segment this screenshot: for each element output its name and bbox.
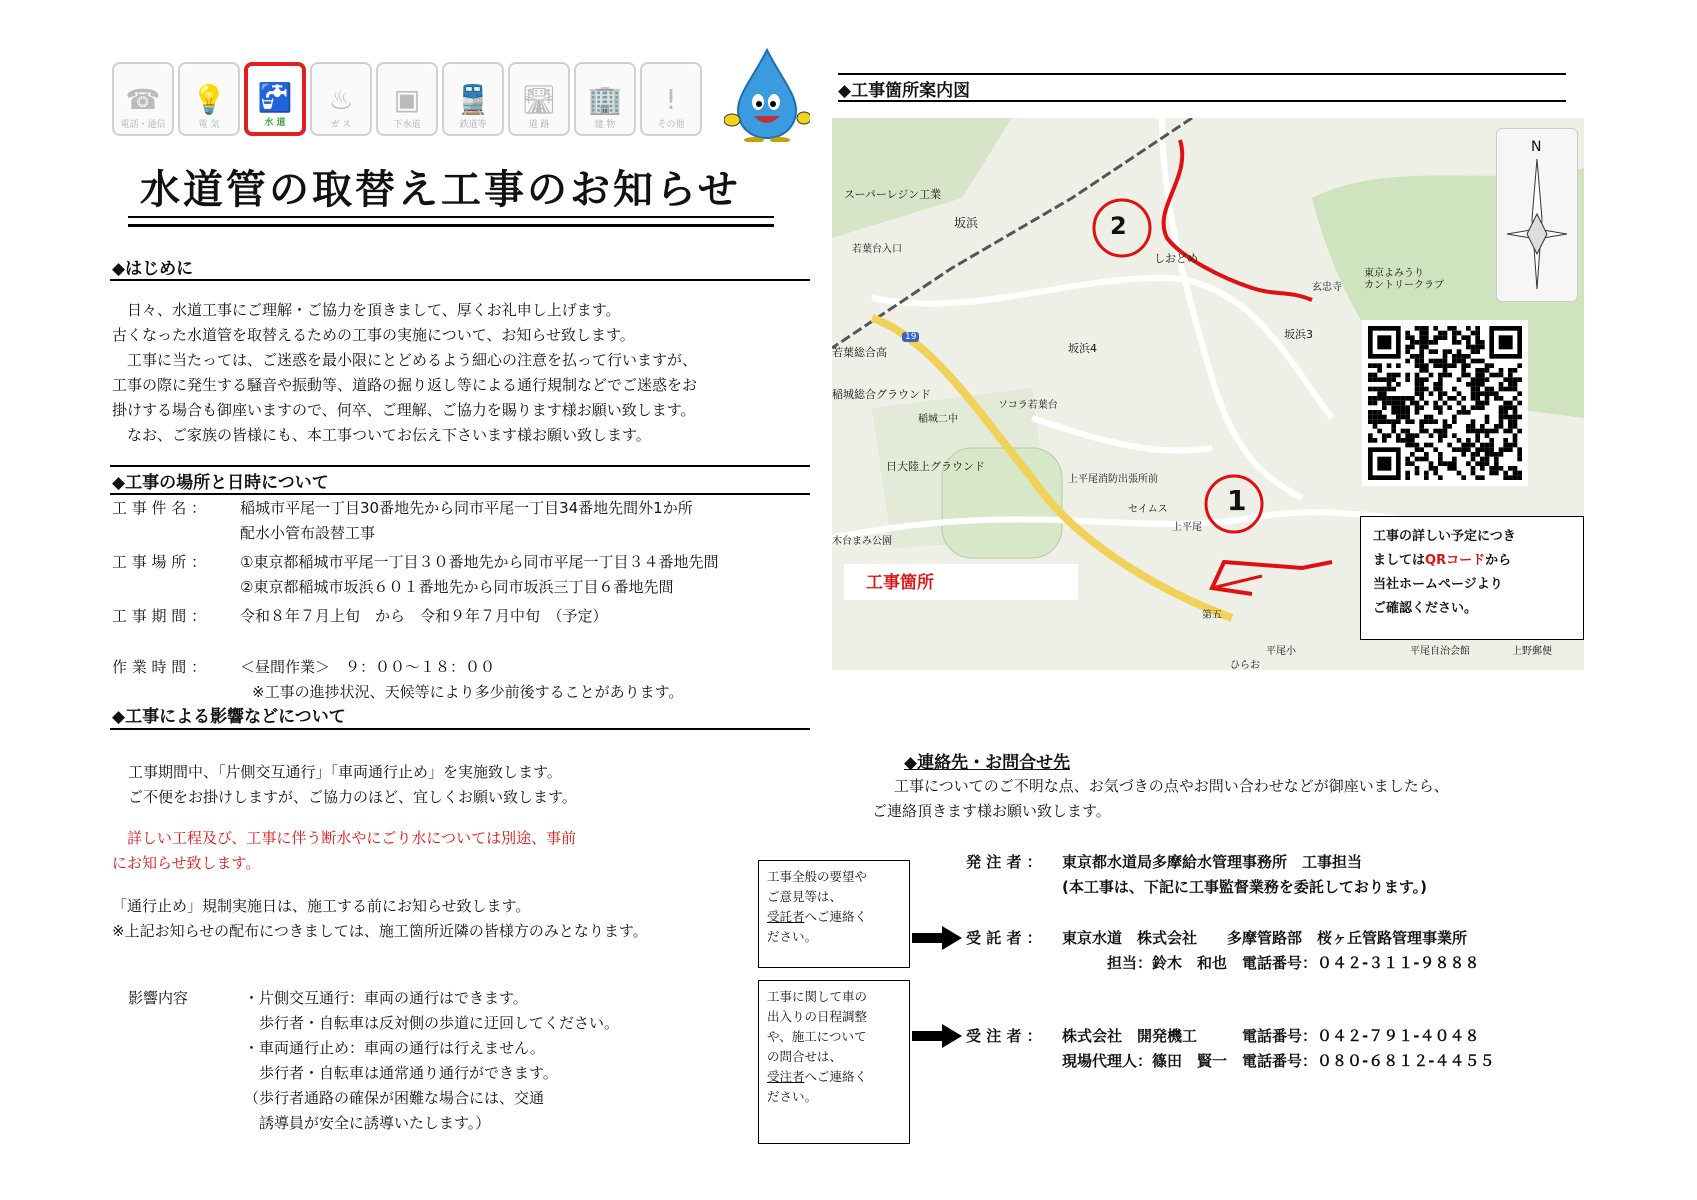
work-name-value: 稲城市平尾一丁目30番地先から同市平尾一丁目34番地先間外1か所 <box>240 499 693 517</box>
divider <box>110 465 810 467</box>
work-hours-value: ＜昼間作業＞ ９：００～１８：００ <box>240 658 496 676</box>
map-label: 坂浜 <box>954 216 979 230</box>
qr-info-text: から 当社ホームページより ご確認ください。 <box>1373 553 1512 616</box>
intro-line: 古くなった水道管を取替えるための工事の実施について、お知らせ致します。 <box>112 326 635 344</box>
client-value: 東京都水道局多摩給水管理事務所 工事担当 <box>1062 853 1363 871</box>
trustee-label: 受 託 者 ： <box>966 929 1042 947</box>
arrow-right-icon <box>912 926 962 950</box>
utility-tile <box>178 62 240 136</box>
divider <box>838 100 1566 102</box>
impact-red-notice <box>112 826 576 876</box>
work-period-value: 令和８年７月上旬 から 令和９年７月中旬 （予定） <box>240 607 608 625</box>
utility-tile <box>574 62 636 136</box>
intro-line: 掛けする場合も御座いますので、何卒、ご理解、ご協力を賜ります様お願い致します。 <box>112 401 696 419</box>
qr-code[interactable] <box>1362 320 1528 486</box>
map-label: 平尾自治会館 <box>1410 646 1470 657</box>
impact-item: 誘導員が安全に誘導いたします。） <box>244 1114 491 1132</box>
work-name-label: 工 事 件 名 ： <box>112 499 207 517</box>
site-marker-1-label: 1 <box>1227 484 1247 517</box>
impact-heading: ◆工事による影響などについて <box>112 707 346 727</box>
work-hours-label: 作 業 時 間 ： <box>112 658 207 676</box>
exclamation-icon: ! <box>665 83 677 116</box>
map-label: 坂浜4 <box>1068 342 1097 355</box>
map-label: ソコラ若葉台 <box>998 400 1058 411</box>
impact-line: 「通行止め」規制実施日は、施工する前にお知らせ致します。 <box>112 897 531 915</box>
impact-red-line: 詳しい工程及び、工事に伴う断水やにごり水については別途、事前 <box>112 829 577 847</box>
note-text: 工事に関して車の 出入りの日程調整 や、施工について の問合せは、 <box>767 989 868 1064</box>
work-place-value: ①東京都稲城市平尾一丁目３０番地先から同市平尾一丁目３４番地先間 <box>240 553 719 571</box>
impact-line: ご不便をお掛けしますが、ご協力のほど、宜しくお願い致します。 <box>128 788 577 806</box>
map-label: セイムス <box>1128 504 1168 515</box>
work-hours-note: ※工事の進捗状況、天候等により多少前後することがあります。 <box>252 683 684 701</box>
compass-icon <box>1507 159 1567 289</box>
location-heading: ◆工事の場所と日時について <box>112 473 329 493</box>
legend-label: 工事箇所 <box>866 573 934 593</box>
water-drop-mascot <box>724 46 810 142</box>
utility-tile <box>640 62 702 136</box>
impact-list <box>244 986 619 1136</box>
divider <box>110 279 810 281</box>
lightbulb-icon: 💡 <box>191 83 227 116</box>
map-label: 稲城二中 <box>918 414 958 425</box>
utility-tile <box>112 62 174 136</box>
work-place-label: 工 事 場 所 ： <box>112 553 207 571</box>
utility-tile <box>244 62 306 136</box>
map-label: ひらお <box>1230 660 1260 670</box>
utility-tile <box>508 62 570 136</box>
utility-label: 下水道 <box>393 120 421 130</box>
work-period-label: 工 事 期 間 ： <box>112 607 207 625</box>
client-label: 発 注 者 ： <box>966 853 1042 871</box>
trustee-note-box <box>758 860 910 968</box>
contact-intro-line: ご連絡頂きます様お願い致します。 <box>872 802 1111 820</box>
qr-info-text: 工事の詳しい予定につき ましては <box>1373 529 1516 568</box>
location-details <box>112 496 832 705</box>
north-label: N <box>1531 139 1542 155</box>
impact-item: ・片側交互通行：車両の通行はできます。 <box>244 989 528 1007</box>
utility-label: 鉄道等 <box>459 120 487 130</box>
utility-label: ガ ス <box>330 120 352 130</box>
divider <box>110 728 810 730</box>
client-value: (本工事は、下記に工事監督業務を委託しております。) <box>1062 878 1428 896</box>
sewer-icon: ▣ <box>393 83 421 116</box>
map-label: 木台まみ公園 <box>832 536 892 547</box>
divider <box>110 493 810 495</box>
contractor-value: 株式会社 開発機工 電話番号：０４２-７９１-４０４８ <box>1062 1027 1480 1045</box>
impact-item: 歩行者・自転車は通常通り通行ができます。 <box>244 1064 558 1082</box>
intro-line: 日々、水道工事にご理解・ご協力を頂きまして、厚くお礼申し上げます。 <box>112 301 621 319</box>
map-label: 若葉総合高 <box>832 346 887 359</box>
utility-icon-row <box>112 62 702 136</box>
page-title: 水道管の取替え工事のお知らせ <box>140 166 741 213</box>
phone-icon: ☎ <box>125 83 161 116</box>
map-legend <box>844 564 1078 600</box>
map-label: カントリークラブ <box>1364 280 1444 291</box>
contractor-info <box>966 1024 1494 1074</box>
utility-tile <box>310 62 372 136</box>
note-text: へご連絡く ださい。 <box>767 1069 868 1104</box>
trustee-info <box>966 926 1479 976</box>
building-icon: 🏢 <box>587 83 623 116</box>
map-label: 若葉台入口 <box>852 244 902 255</box>
utility-label: 道 路 <box>528 120 550 130</box>
map-label: 坂浜3 <box>1284 328 1313 341</box>
intro-text <box>112 298 697 448</box>
trustee-value: 担当：鈴木 和也 電話番号：０４２-３１１-９８８８ <box>1062 954 1480 972</box>
map-label: 稲城総合グラウンド <box>832 388 931 401</box>
intro-line: なお、ご家族の皆様にも、本工事ついてお伝え下さいます様お願い致します。 <box>112 426 651 444</box>
gas-stove-icon: ♨ <box>328 83 354 116</box>
impact-item: 歩行者・自転車は反対側の歩道に迂回してください。 <box>244 1014 620 1032</box>
qr-code-link[interactable]: QRコード <box>1425 553 1486 568</box>
contact-intro-line: 工事についてのご不明な点、お気づきの点やお問い合わせなどが御座いましたら、 <box>894 777 1449 795</box>
utility-label: その他 <box>657 120 685 130</box>
arrow-right-icon <box>912 1024 962 1048</box>
impact-line: 工事期間中、「片側交互通行」「車両通行止め」を実施致します。 <box>128 763 562 781</box>
map-label: スーパーレジン工業 <box>844 188 942 201</box>
map-label: 東京よみうり <box>1364 268 1424 279</box>
contractor-value: 現場代理人：篠田 賢一 電話番号：０８０-６８１２-４４５５ <box>1062 1052 1495 1070</box>
faucet-icon: 🚰 <box>257 81 293 114</box>
road-icon: 🛣 <box>521 83 557 116</box>
utility-label: 建 物 <box>594 120 616 130</box>
contractor-label: 受 注 者 ： <box>966 1027 1042 1045</box>
impact-item: （歩行者通路の確保が困難な場合には、交通 <box>244 1089 545 1107</box>
note-text: へご連絡く ださい。 <box>767 909 868 944</box>
intro-line: 工事に当たっては、ご迷惑を最小限にとどめるよう細心の注意を払って行いますが、 <box>112 351 698 369</box>
contractor-note-box <box>758 980 910 1144</box>
impact-notice <box>128 760 577 810</box>
qr-info-box <box>1360 516 1584 640</box>
title-underline <box>128 216 774 227</box>
note-underlined: 受託者 <box>767 909 805 924</box>
work-place-value: ②東京都稲城市坂浜６０１番地先から同市坂浜三丁目６番地先間 <box>240 578 674 596</box>
intro-line: 工事の際に発生する騒音や振動等、道路の掘り返し等による通行規制などでご迷惑をお <box>112 376 698 394</box>
site-marker-2-label: 2 <box>1110 212 1127 240</box>
utility-tile <box>442 62 504 136</box>
contact-intro <box>872 774 1449 824</box>
utility-tile <box>376 62 438 136</box>
impact-closure-notice <box>112 894 648 944</box>
map-label: 玄忠寺 <box>1312 282 1342 293</box>
impact-item: ・車両通行止め：車両の通行は行えません。 <box>244 1039 545 1057</box>
train-icon: 🚆 <box>455 83 491 116</box>
utility-label: 電話・通信 <box>120 120 166 130</box>
map-label: 上平尾消防出張所前 <box>1068 474 1158 485</box>
map-heading: ◆工事箇所案内図 <box>838 81 971 101</box>
note-text: 工事全般の要望や ご意見等は、 <box>767 869 868 904</box>
construction-map[interactable] <box>832 118 1584 670</box>
map-label: 上野郵便 <box>1512 646 1552 657</box>
map-label: 上平尾 <box>1172 522 1202 533</box>
note-underlined: 受注者 <box>767 1069 805 1084</box>
map-label: 日大陸上グラウンド <box>886 460 985 473</box>
map-label: 平尾小 <box>1266 646 1296 657</box>
intro-heading: ◆はじめに <box>112 259 194 279</box>
impact-label: 影響内容 <box>128 989 189 1007</box>
trustee-value: 東京水道 株式会社 多摩管路部 桜ヶ丘管路管理事業所 <box>1062 929 1468 947</box>
map-label: 第五 <box>1202 610 1222 621</box>
work-name-value: 配水小管布設替工事 <box>240 524 376 542</box>
map-label: しおどめ <box>1154 252 1198 265</box>
contact-heading: ◆連絡先・お問合せ先 <box>904 753 1071 773</box>
utility-label: 電 気 <box>198 120 220 130</box>
divider <box>838 73 1566 75</box>
impact-red-line: にお知らせ致します。 <box>112 854 261 872</box>
north-arrow <box>1496 128 1578 302</box>
utility-label: 水 道 <box>264 118 286 128</box>
impact-line: ※上記お知らせの配布につきましては、施工箇所近隣の皆様方のみとなります。 <box>112 922 648 940</box>
route-19-badge: 19 <box>902 332 919 342</box>
client-info <box>966 850 1427 900</box>
